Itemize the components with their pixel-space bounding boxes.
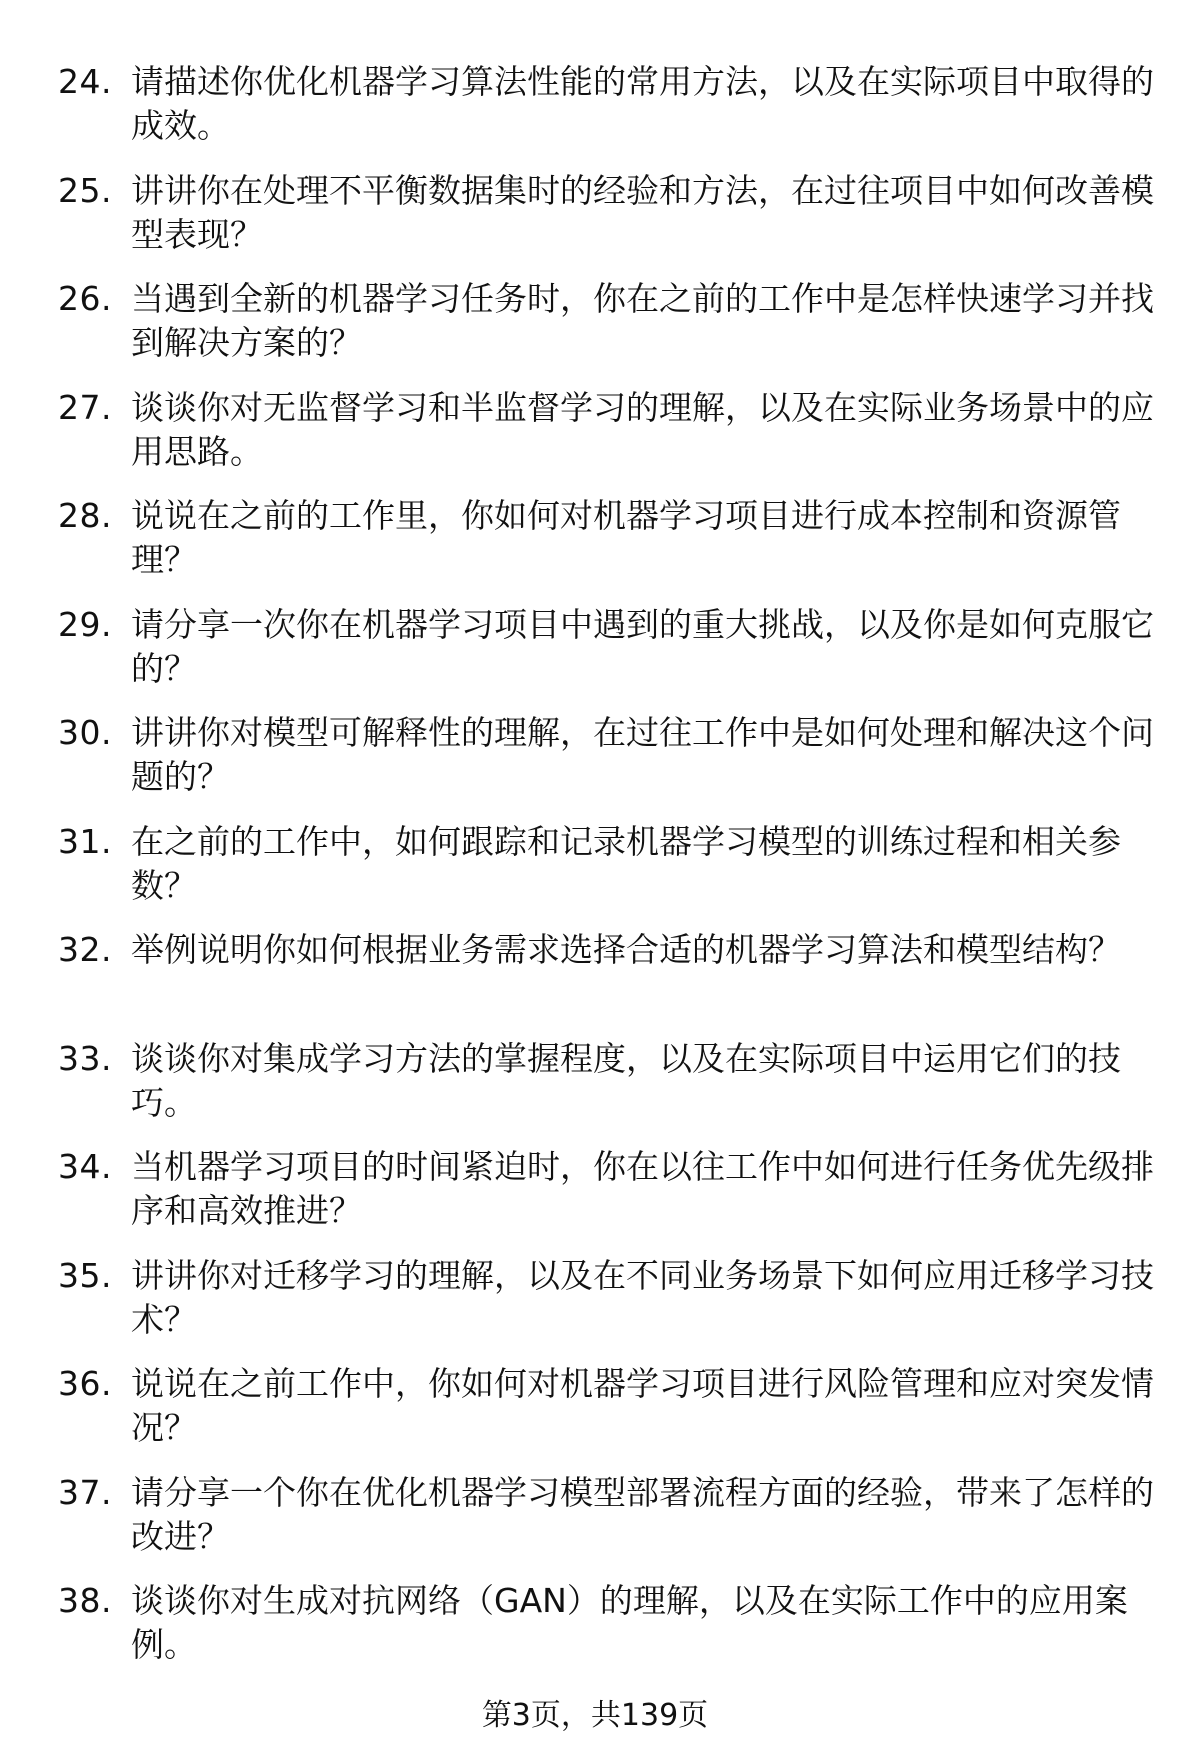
question-number: 36.: [58, 1364, 112, 1403]
question-number: 34.: [58, 1147, 112, 1186]
page-indicator: 第3页，共139页: [481, 1698, 709, 1733]
question-item: [0, 1571, 1190, 1680]
question-text: 当机器学习项目的时间紧迫时，你在以往工作中如何进行任务优先级排序和高效推进？: [131, 1147, 1154, 1230]
question-text: 说说在之前的工作里，你如何对机器学习项目进行成本控制和资源管理？: [131, 496, 1121, 579]
question-item: [0, 378, 1190, 487]
question-item: [0, 269, 1190, 378]
question-text: 谈谈你对生成对抗网络（GAN）的理解，以及在实际工作中的应用案例。: [131, 1581, 1128, 1664]
question-item: [0, 595, 1190, 704]
question-text: 请分享一次你在机器学习项目中遇到的重大挑战，以及你是如何克服它的？: [131, 604, 1154, 688]
question-number: 37.: [58, 1472, 112, 1512]
question-text: 请描述你优化机器学习算法性能的常用方法，以及在实际项目中取得的成效。: [131, 62, 1154, 145]
question-number: 35.: [58, 1255, 112, 1295]
question-number: 33.: [58, 1038, 112, 1078]
question-number: 29.: [58, 604, 112, 644]
question-item: [0, 1137, 1190, 1246]
question-text: 请分享一个你在优化机器学习模型部署流程方面的经验，带来了怎样的改进？: [131, 1472, 1154, 1556]
question-number: 38.: [58, 1581, 112, 1620]
question-item: [0, 161, 1190, 270]
question-number: 31.: [58, 821, 112, 861]
question-text: 讲讲你对迁移学习的理解，以及在不同业务场景下如何应用迁移学习技术？: [131, 1255, 1154, 1339]
question-item: [0, 703, 1190, 812]
question-text: 当遇到全新的机器学习任务时，你在之前的工作中是怎样快速学习并找到解决方案的？: [131, 279, 1154, 362]
question-number: 27.: [58, 387, 112, 427]
question-text: 讲讲你对模型可解释性的理解，在过往工作中是如何处理和解决这个问题的？: [131, 713, 1154, 796]
question-number: 25.: [58, 170, 112, 210]
question-item: [0, 920, 1190, 1029]
question-text: 举例说明你如何根据业务需求选择合适的机器学习算法和模型结构？: [131, 930, 1121, 969]
question-number: 28.: [58, 496, 112, 535]
question-text: 说说在之前工作中，你如何对机器学习项目进行风险管理和应对突发情况？: [131, 1364, 1154, 1447]
question-number: 32.: [58, 930, 112, 969]
question-item: [0, 52, 1190, 161]
question-item: [0, 486, 1190, 595]
question-item: [0, 1246, 1190, 1355]
question-number: 30.: [58, 713, 112, 752]
question-item: [0, 1354, 1190, 1463]
question-item: [0, 1463, 1190, 1572]
question-text: 谈谈你对集成学习方法的掌握程度，以及在实际项目中运用它们的技巧。: [131, 1038, 1121, 1122]
question-number: 24.: [58, 62, 112, 101]
question-text: 在之前的工作中，如何跟踪和记录机器学习模型的训练过程和相关参数？: [131, 821, 1121, 905]
question-text: 讲讲你在处理不平衡数据集时的经验和方法，在过往项目中如何改善模型表现？: [131, 170, 1154, 254]
question-item: [0, 812, 1190, 921]
question-text: 谈谈你对无监督学习和半监督学习的理解，以及在实际业务场景中的应用思路。: [131, 387, 1154, 471]
question-item: [0, 1029, 1190, 1138]
question-list: [0, 52, 1190, 1680]
question-number: 26.: [58, 279, 112, 318]
